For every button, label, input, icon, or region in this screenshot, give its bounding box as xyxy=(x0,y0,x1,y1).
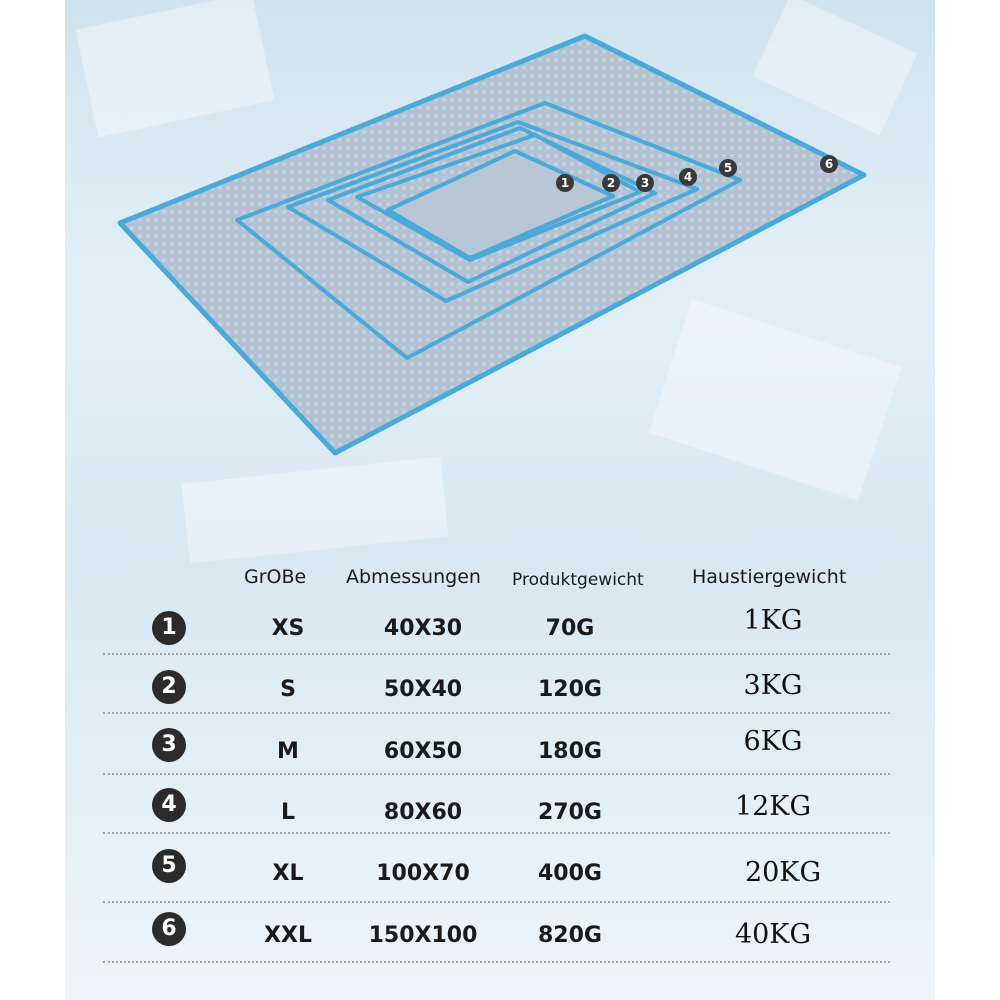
row-number-1: 1 xyxy=(152,611,186,645)
row-number-4: 4 xyxy=(152,788,186,822)
row-size: L xyxy=(280,800,296,825)
header-product-weight: Produktgewicht xyxy=(512,570,644,590)
row-divider xyxy=(103,832,890,834)
row-pet-weight: 40KG xyxy=(734,919,812,950)
row-dimensions: 50X40 xyxy=(383,677,463,702)
mat-label-1: 1 xyxy=(556,174,574,192)
row-dimensions: 100X70 xyxy=(376,861,470,886)
row-dimensions: 150X100 xyxy=(368,923,478,948)
row-number-6: 6 xyxy=(152,912,186,946)
row-size: XL xyxy=(272,861,304,886)
header-size: GrOBe xyxy=(244,566,307,588)
row-divider xyxy=(103,961,890,963)
row-dimensions: 40X30 xyxy=(383,616,463,641)
row-product-weight: 270G xyxy=(538,800,602,825)
row-divider xyxy=(103,712,890,714)
row-product-weight: 120G xyxy=(538,677,602,702)
mat-label-4: 4 xyxy=(679,168,697,186)
row-pet-weight: 1KG xyxy=(743,605,803,636)
row-number-3: 3 xyxy=(152,728,186,762)
row-size: XS xyxy=(271,616,305,641)
row-divider xyxy=(103,653,890,655)
row-size: XXL xyxy=(264,923,312,948)
mat-label-2: 2 xyxy=(602,174,620,192)
row-divider xyxy=(103,901,890,903)
row-divider xyxy=(103,773,890,775)
row-product-weight: 180G xyxy=(538,739,602,764)
row-dimensions: 60X50 xyxy=(383,739,463,764)
mat-label-3: 3 xyxy=(636,174,654,192)
row-pet-weight: 20KG xyxy=(744,857,822,888)
header-pet-weight: Haustiergewicht xyxy=(692,566,847,588)
header-dimensions: Abmessungen xyxy=(346,566,481,588)
row-pet-weight: 3KG xyxy=(743,670,803,701)
row-number-2: 2 xyxy=(152,670,186,704)
row-product-weight: 400G xyxy=(538,861,602,886)
row-number-5: 5 xyxy=(152,849,186,883)
row-product-weight: 70G xyxy=(545,616,595,641)
row-product-weight: 820G xyxy=(538,923,602,948)
row-pet-weight: 12KG xyxy=(734,791,812,822)
row-size: S xyxy=(280,677,296,702)
mat-label-6: 6 xyxy=(820,155,838,173)
row-dimensions: 80X60 xyxy=(383,800,463,825)
row-pet-weight: 6KG xyxy=(743,726,803,757)
mat-label-5: 5 xyxy=(719,159,737,177)
row-size: M xyxy=(277,739,299,764)
